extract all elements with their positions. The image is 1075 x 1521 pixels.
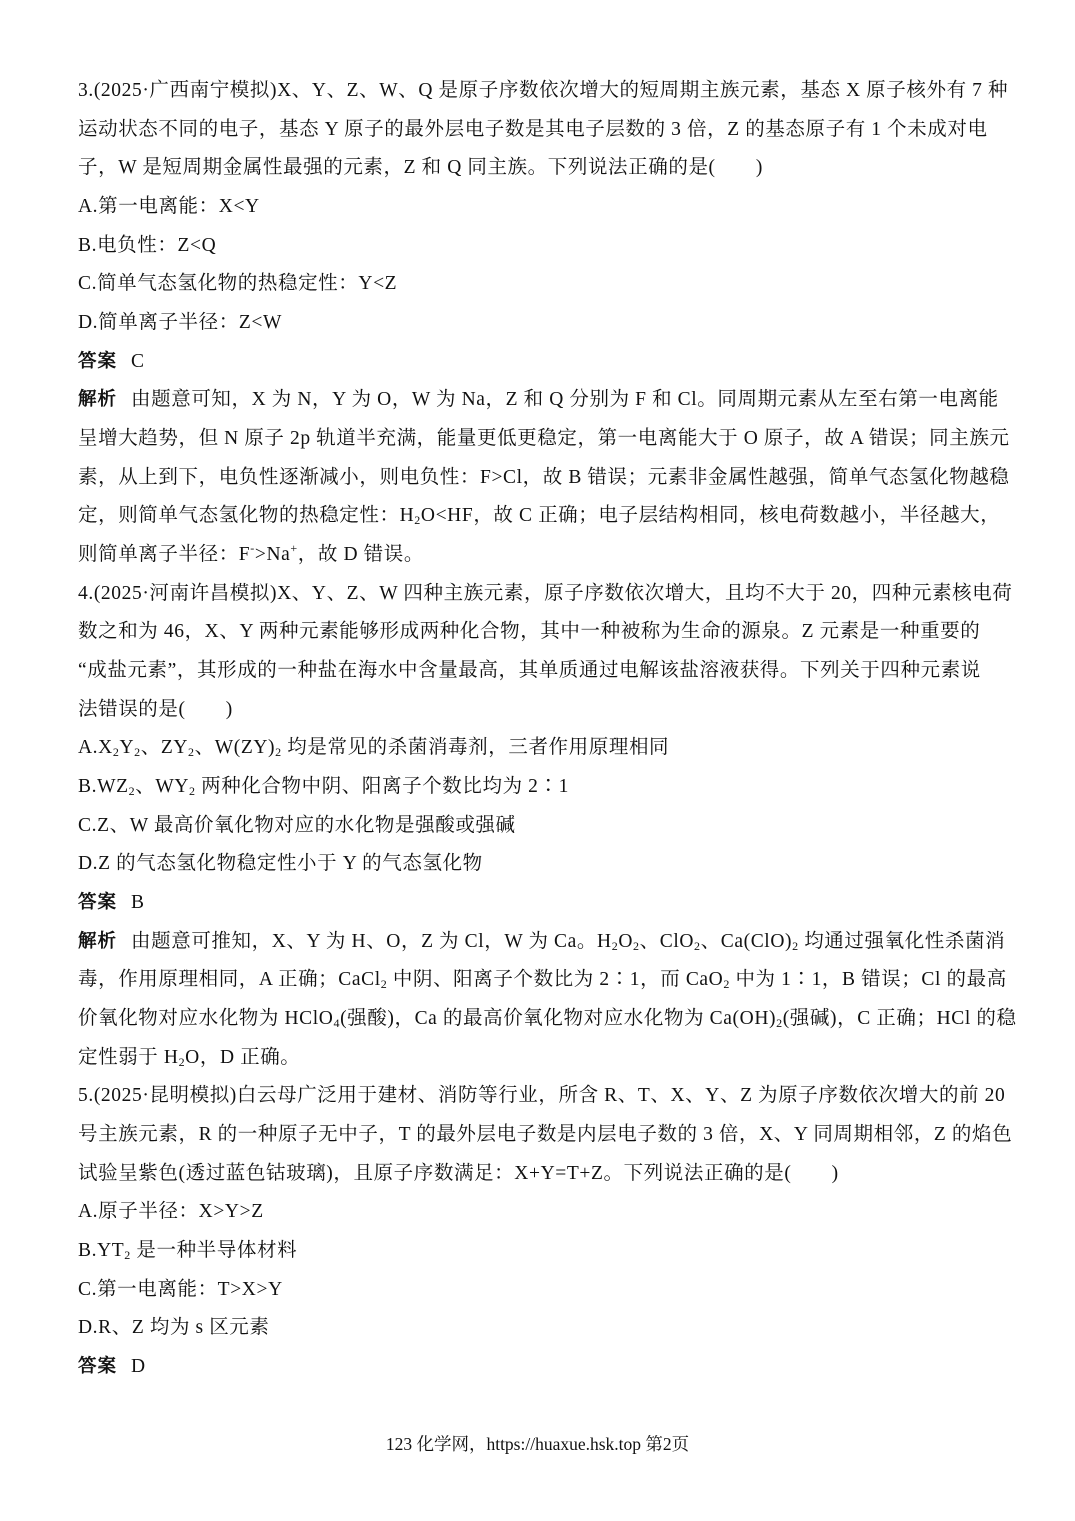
subscript: 2	[380, 977, 388, 991]
subscript: 2	[633, 939, 640, 953]
answer-value: C	[131, 351, 145, 372]
answer-label: 答案	[78, 1356, 118, 1377]
q5-option-a: A.原子半径：X>Y>Z	[78, 1201, 264, 1222]
text-segment: 均是常见的杀菌消毒剂，三者作用原理相同	[281, 737, 670, 758]
q3-option-d: D.简单离子半径：Z<W	[78, 312, 282, 333]
text-segment: B.WZ	[78, 776, 129, 797]
text-segment: (强碱)，C 正确；HCl 的稳	[782, 1008, 1017, 1029]
analysis-label: 解析	[78, 931, 118, 952]
answer-label: 答案	[78, 351, 118, 372]
subscript: 2	[275, 745, 282, 759]
text-segment: 则简单离子半径：F	[78, 544, 251, 565]
text-segment: 中阴、阳离子个数比为 2∶1，而 CaO	[387, 969, 724, 990]
subscript: 2	[414, 513, 421, 527]
q4-answer	[78, 890, 145, 916]
subscript: 2	[124, 1248, 131, 1262]
text-segment: A.X	[78, 737, 113, 758]
q4-stem-line-2: 数之和为 46，X、Y 两种元素能够形成两种化合物，其中一种被称为生命的源泉。Z 元素是一种重要的	[78, 621, 981, 642]
q4-analysis-line-1	[78, 929, 1005, 955]
superscript: +	[290, 541, 298, 555]
q4-analysis-line-4	[78, 1045, 300, 1071]
q3-stem-line-3: 子，W 是短周期金属性最强的元素，Z 和 Q 同主族。下列说法正确的是( )	[78, 157, 763, 178]
q3-stem-line-1: 3.(2025·广西南宁模拟)X、Y、Z、W、Q 是原子序数依次增大的短周期主族元素，基态 X 原子核外有 7 种	[78, 80, 1009, 101]
q4-option-c: C.Z、W 最高价氧化物对应的水化物是强酸或强碱	[78, 815, 516, 836]
text-segment: 、ClO	[639, 931, 695, 952]
subscript: 2	[792, 939, 799, 953]
text-segment: 均通过强氧化性杀菌消	[798, 931, 1006, 952]
subscript: 2	[188, 745, 195, 759]
text-segment: 、ZY	[140, 737, 189, 758]
q5-option-b	[78, 1238, 297, 1264]
text-segment: 由题意可推知，X、Y 为 H、O，Z 为 Cl，W 为 Ca。H	[131, 931, 612, 952]
text-segment: B.YT	[78, 1240, 125, 1261]
q3-analysis-line-5	[78, 542, 424, 568]
q5-option-c: C.第一电离能：T>X>Y	[78, 1279, 283, 1300]
q3-analysis-line-1	[78, 387, 999, 413]
q5-answer	[78, 1354, 146, 1380]
text-segment: 、WY	[135, 776, 190, 797]
subscript: 2	[611, 939, 619, 953]
text-segment: 是一种半导体材料	[130, 1240, 298, 1261]
text-segment: 毒，作用原理相同，A 正确；CaCl	[78, 969, 381, 990]
text-segment: 、Ca(ClO)	[700, 931, 793, 952]
q4-option-b	[78, 774, 569, 800]
text-segment: 定性弱于 H	[78, 1047, 179, 1068]
text-segment: O，D 正确。	[185, 1047, 301, 1068]
text-segment: 两种化合物中阴、阳离子个数比均为 2∶1	[195, 776, 569, 797]
subscript: 2	[112, 745, 120, 759]
text-segment: 定，则简单气态氢化物的热稳定性：H	[78, 505, 415, 526]
q3-option-a: A.第一电离能：X<Y	[78, 196, 260, 217]
q3-analysis-line-4	[78, 503, 1000, 529]
subscript: 2	[776, 1016, 783, 1030]
q5-stem-line-3: 试验呈紫色(透过蓝色钴玻璃)，且原子序数满足：X+Y=T+Z。下列说法正确的是( )	[78, 1163, 839, 1184]
q4-analysis-line-2	[78, 967, 1007, 993]
text-segment: Y	[119, 737, 135, 758]
q4-analysis-line-3	[78, 1006, 1017, 1032]
q3-analysis-line-3: 素，从上到下，电负性逐渐减小，则电负性：F>Cl，故 B 错误；元素非金属性越强，简单气态氢化物越稳	[78, 467, 1010, 488]
superscript: -	[250, 541, 255, 555]
q3-stem-line-2: 运动状态不同的电子，基态 Y 原子的最外层电子数是其电子层数的 3 倍，Z 的基态原子有 1 个未成对电	[78, 119, 988, 140]
q3-option-c: C.简单气态氢化物的热稳定性：Y<Z	[78, 273, 398, 294]
q5-stem-line-2: 号主族元素，R 的一种原子无中子，T 的最外层电子数是内层电子数的 3 倍，X、Y 同周期相邻，Z 的焰色	[78, 1124, 1013, 1145]
q5-option-d: D.R、Z 均为 s 区元素	[78, 1317, 270, 1338]
text-segment: O	[618, 931, 633, 952]
subscript: 2	[178, 1055, 186, 1069]
answer-value: B	[131, 892, 145, 913]
subscript: 2	[189, 784, 196, 798]
subscript: 2	[723, 977, 730, 991]
q4-stem-line-3: “成盐元素”，其形成的一种盐在海水中含量最高，其单质通过电解该盐溶液获得。下列关于四种元素说	[78, 660, 981, 681]
subscript: 4	[333, 1016, 341, 1030]
analysis-text: 由题意可知，X 为 N，Y 为 O，W 为 Na，Z 和 Q 分别为 F 和 Cl。同周期元素从左至右第一电离能	[131, 389, 999, 410]
text-segment: O<HF，故 C 正确；电子层结构相同，核电荷数越小，半径越大，	[420, 505, 1001, 526]
answer-value: D	[131, 1356, 146, 1377]
q4-stem-line-1: 4.(2025·河南许昌模拟)X、Y、Z、W 四种主族元素，原子序数依次增大，且均不大于 20，四种元素核电荷	[78, 583, 1013, 604]
q4-stem-line-4: 法错误的是( )	[78, 699, 233, 720]
text-segment: ，故 D 错误。	[297, 544, 424, 565]
text-segment: >Na	[254, 544, 291, 565]
text-segment: (强酸)，Ca 的最高价氧化物对应水化物为 Ca(OH)	[340, 1008, 777, 1029]
q4-option-d: D.Z 的气态氢化物稳定性小于 Y 的气态氢化物	[78, 853, 483, 874]
q5-stem-line-1: 5.(2025·昆明模拟)白云母广泛用于建材、消防等行业，所含 R、T、X、Y、Z 为原子序数依次增大的前 20	[78, 1085, 1006, 1106]
text-segment: 价氧化物对应水化物为 HClO	[78, 1008, 334, 1029]
page-footer: 123 化学网，https://huaxue.hsk.top 第2页	[385, 1434, 690, 1454]
answer-label: 答案	[78, 892, 118, 913]
subscript: 2	[694, 939, 701, 953]
subscript: 2	[134, 745, 141, 759]
text-segment: 、W(ZY)	[194, 737, 276, 758]
text-segment: 中为 1∶1，B 错误；Cl 的最高	[729, 969, 1007, 990]
subscript: 2	[128, 784, 136, 798]
q3-option-b: B.电负性：Z<Q	[78, 235, 217, 256]
q3-answer	[78, 349, 145, 375]
analysis-label: 解析	[78, 389, 118, 410]
q3-analysis-line-2: 呈增大趋势，但 N 原子 2p 轨道半充满，能量更低更稳定，第一电离能大于 O 原子，故 A 错误；同主族元	[78, 428, 1010, 449]
q4-option-a	[78, 735, 669, 761]
